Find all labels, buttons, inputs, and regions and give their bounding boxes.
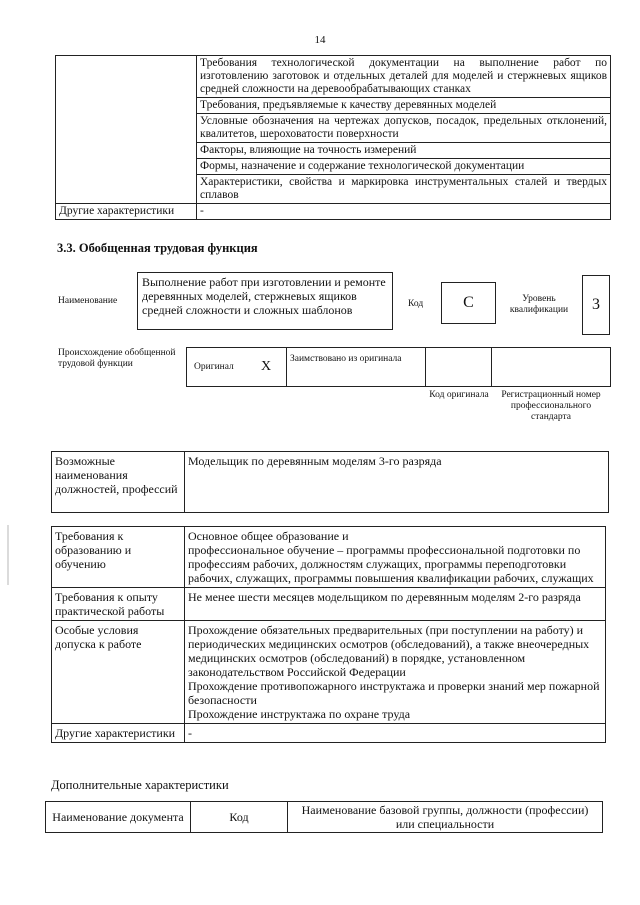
gtf-name-box: Выполнение работ при изготовлении и ремонте деревянных моделей, стержневых ящиков средней сложности и сложных шаблонов: [137, 272, 393, 330]
requirement-value: [185, 527, 606, 588]
requirement-line: профессиональное обучение – программы профессиональной подготовки по профессиям рабочих, должностям служащих, программы переподготовки рабочих, служащих, программы повышения квалификации рабочих, служащих: [188, 543, 594, 585]
gtf-code-box: C: [441, 282, 496, 324]
origin-row: [186, 347, 611, 387]
requirement-line: Основное общее образование и: [188, 529, 349, 543]
borrowed-cell: Заимствовано из оригинала: [287, 348, 426, 386]
original-mark: X: [261, 359, 272, 374]
requirement-line: Прохождение противопожарного инструктажа и проверки знаний мер пожарной безопасности: [188, 679, 600, 707]
header-document-name: Наименование документа: [46, 802, 191, 833]
header-base-group: Наименование базовой группы, должности (профессии) или специальности: [288, 802, 603, 833]
table-row: [52, 588, 606, 621]
knowledge-item: Формы, назначение и содержание технологической документации: [197, 159, 611, 175]
reg-number-cell: [492, 348, 610, 386]
empty-label-cell: [56, 56, 197, 204]
other-characteristics-label: Другие характеристики: [56, 204, 197, 220]
level-label: Уровень квалификации: [509, 294, 569, 315]
requirement-label: Требования к образованию и обучению: [52, 527, 185, 588]
table-row: [52, 527, 606, 588]
requirement-line: Прохождение обязательных предварительных (при поступлении на работу) и периодических медицинских осмотров (обследований), а также внеочередных медицинских осмотров (обследований) в порядке, установленном законодательством Российской Федерации: [188, 623, 590, 679]
original-code-cell: [426, 348, 492, 386]
gtf-level-box: 3: [582, 275, 610, 335]
name-label: Наименование: [58, 296, 118, 306]
additional-characteristics-table: [45, 801, 603, 833]
positions-table: [51, 451, 609, 513]
reg-number-caption: Регистрационный номер профессионального стандарта: [501, 390, 601, 422]
origin-label: Происхождение обобщенной трудовой функции: [58, 348, 176, 369]
knowledge-item: Требования технологической документации на выполнение работ по изготовлению заготовок и отдельных деталей для моделей и стержневых ящиков средней сложности на деревообрабатывающих станках: [197, 56, 611, 98]
code-label: Код: [408, 299, 424, 309]
requirement-label: Требования к опыту практической работы: [52, 588, 185, 621]
knowledge-item: Факторы, влияющие на точность измерений: [197, 143, 611, 159]
other-characteristics-value: -: [197, 204, 611, 220]
knowledge-item: Характеристики, свойства и маркировка инструментальных сталей и твердых сплавов: [197, 175, 611, 204]
positions-label: Возможные наименования должностей, профессий: [52, 452, 185, 513]
knowledge-continuation-table: [55, 55, 611, 220]
original-label: Оригинал: [194, 362, 234, 372]
table-row: [52, 724, 606, 743]
positions-value: Модельщик по деревянным моделям 3-го разряда: [185, 452, 609, 513]
requirement-value: [185, 621, 606, 724]
knowledge-item: Требования, предъявляемые к качеству деревянных моделей: [197, 98, 611, 114]
requirements-table: [51, 526, 606, 743]
original-code-caption: Код оригинала: [429, 390, 489, 400]
requirement-value: [185, 724, 606, 743]
page-number: 14: [314, 34, 326, 46]
additional-title: Дополнительные характеристики: [51, 778, 229, 792]
requirement-line: Прохождение инструктажа по охране труда: [188, 707, 411, 721]
requirement-label: Особые условия допуска к работе: [52, 621, 185, 724]
table-row: [52, 621, 606, 724]
requirement-value: [185, 588, 606, 621]
section-title: 3.3. Обобщенная трудовая функция: [57, 241, 258, 255]
requirement-line: -: [188, 726, 192, 740]
original-cell: [187, 348, 287, 386]
knowledge-item: Условные обозначения на чертежах допусков, посадок, предельных отклонений, квалитетов, шероховатости поверхности: [197, 114, 611, 143]
requirement-label: Другие характеристики: [52, 724, 185, 743]
requirement-line: Не менее шести месяцев модельщиком по деревянным моделям 2-го разряда: [188, 590, 581, 604]
header-code: Код: [191, 802, 288, 833]
scan-artifact: [7, 525, 9, 585]
